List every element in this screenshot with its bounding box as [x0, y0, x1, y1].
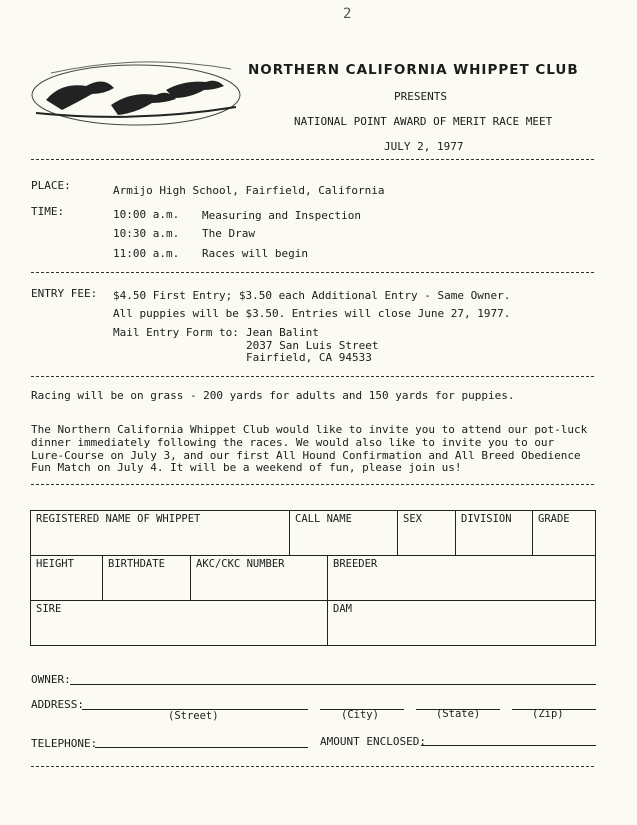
whippet-logo	[26, 45, 246, 135]
whippet-icon-3	[166, 81, 224, 98]
grade-label: GRADE	[538, 513, 570, 525]
invite-line-1: The Northern California Whippet Club would like to invite you to attend our pot-luck	[31, 423, 588, 436]
sire-field[interactable]	[30, 600, 328, 646]
zip-caption: (Zip)	[532, 708, 564, 720]
divider	[31, 272, 594, 273]
dam-field[interactable]	[327, 600, 596, 646]
division-field[interactable]	[455, 510, 533, 556]
event-date: JULY 2, 1977	[384, 140, 464, 153]
divider	[31, 484, 594, 485]
registered-name-field[interactable]	[30, 510, 290, 556]
time-label: TIME:	[31, 205, 65, 218]
sire-label: SIRE	[36, 603, 62, 615]
place-value: Armijo High School, Fairfield, California	[113, 184, 385, 197]
invite-line-4: Fun Match on July 4. It will be a weekend of fun, please join us!	[31, 461, 462, 474]
time-1: 10:00 a.m.	[113, 208, 180, 221]
entry-fee-label: ENTRY FEE:	[31, 287, 98, 300]
entry-fee-line1: $4.50 First Entry; $3.50 each Additional Entry - Same Owner.	[113, 289, 511, 302]
entry-fee-line2: All puppies will be $3.50. Entries will close June 27, 1977.	[113, 307, 511, 320]
divider	[31, 376, 594, 377]
divider	[31, 766, 594, 767]
time-2: 10:30 a.m.	[113, 227, 180, 240]
whippet-icon	[46, 81, 114, 110]
height-label: HEIGHT	[36, 558, 74, 570]
akc-number-label: AKC/CKC NUMBER	[196, 558, 285, 570]
division-label: DIVISION	[461, 513, 512, 525]
club-title: NORTHERN CALIFORNIA WHIPPET CLUB	[248, 62, 579, 78]
whippet-icon-2	[111, 93, 176, 115]
city-caption: (City)	[341, 709, 379, 721]
time-2-event: The Draw	[202, 227, 255, 240]
telephone-label: TELEPHONE:	[31, 737, 98, 750]
time-3: 11:00 a.m.	[113, 247, 180, 260]
address-label: ADDRESS:	[31, 698, 84, 711]
call-name-field[interactable]	[289, 510, 398, 556]
registered-name-label: REGISTERED NAME OF WHIPPET	[36, 513, 201, 525]
racing-note: Racing will be on grass - 200 yards for adults and 150 yards for puppies.	[31, 389, 515, 402]
page-mark: 2	[343, 6, 352, 22]
divider	[31, 159, 594, 160]
sex-field[interactable]	[397, 510, 456, 556]
street-caption: (Street)	[168, 710, 219, 722]
owner-input-line[interactable]	[70, 684, 596, 685]
breeder-label: BREEDER	[333, 558, 378, 570]
event-title: NATIONAL POINT AWARD OF MERIT RACE MEET	[294, 115, 553, 128]
mail-street: 2037 San Luis Street	[246, 339, 379, 352]
sex-label: SEX	[403, 513, 422, 525]
akc-number-field[interactable]	[190, 555, 328, 601]
owner-label: OWNER:	[31, 673, 71, 686]
time-3-event: Races will begin	[202, 247, 308, 260]
birthdate-field[interactable]	[102, 555, 191, 601]
call-name-label: CALL NAME	[295, 513, 352, 525]
grade-field[interactable]	[532, 510, 596, 556]
amount-input-line[interactable]	[421, 745, 596, 746]
invite-line-2: dinner immediately following the races. We would also like to invite you to our	[31, 436, 555, 449]
height-field[interactable]	[30, 555, 103, 601]
dam-label: DAM	[333, 603, 352, 615]
mail-city: Fairfield, CA 94533	[246, 351, 372, 364]
place-label: PLACE:	[31, 179, 71, 192]
time-1-event: Measuring and Inspection	[202, 209, 361, 222]
telephone-input-line[interactable]	[95, 747, 308, 748]
amount-enclosed-label: AMOUNT ENCLOSED:	[320, 735, 426, 748]
birthdate-label: BIRTHDATE	[108, 558, 165, 570]
mail-label: Mail Entry Form to:	[113, 326, 239, 339]
mail-name: Jean Balint	[246, 326, 319, 339]
breeder-field[interactable]	[327, 555, 596, 601]
presents-text: PRESENTS	[394, 90, 447, 103]
invite-line-3: Lure-Course on July 3, and our first All Hound Confirmation and All Breed Obedience	[31, 449, 581, 462]
state-caption: (State)	[436, 708, 481, 720]
